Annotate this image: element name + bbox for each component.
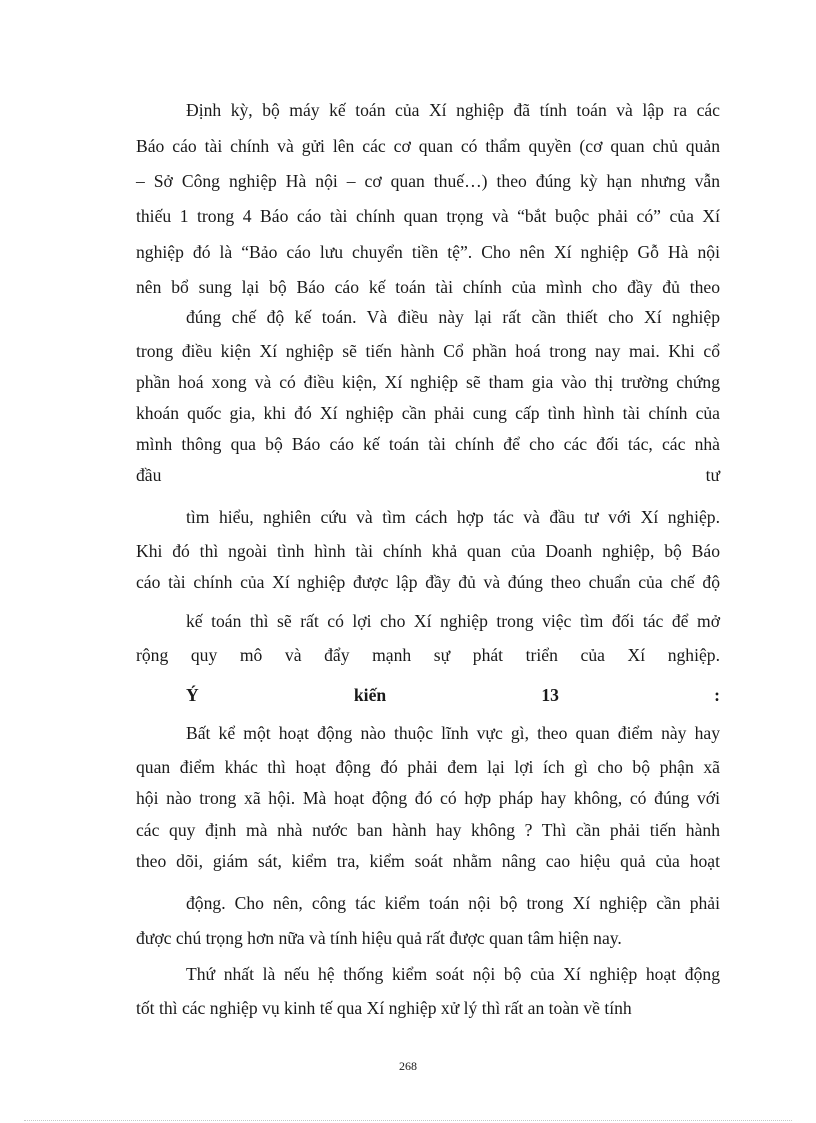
text-line: đầu tư <box>136 465 720 485</box>
text-line: được chú trọng hơn nữa và tính hiệu quả rất được quan tâm hiện nay. <box>136 928 622 948</box>
text-line: mình thông qua bộ Báo cáo kế toán tài chính để cho các đối tác, các nhà <box>136 434 720 454</box>
text-line: phần hoá xong và có điều kiện, Xí nghiệp sẽ tham gia vào thị trường chứng <box>136 372 720 392</box>
text-line: tìm hiểu, nghiên cứu và tìm cách hợp tác và đầu tư với Xí nghiệp. <box>186 507 720 527</box>
text-line: tốt thì các nghiệp vụ kinh tế qua Xí nghiệp xử lý thì rất an toàn về tính <box>136 998 632 1018</box>
text-line: theo dõi, giám sát, kiểm tra, kiểm soát nhằm nâng cao hiệu quả của hoạt <box>136 851 720 871</box>
text-line: thiếu 1 trong 4 Báo cáo tài chính quan trọng và “bắt buộc phải có” của Xí <box>136 206 720 226</box>
text-line: hội nào trong xã hội. Mà hoạt động đó có hợp pháp hay không, có đúng với <box>136 788 720 808</box>
text-line: trong điều kiện Xí nghiệp sẽ tiến hành Cổ phần hoá trong nay mai. Khi cổ <box>136 341 720 361</box>
page-number: 268 <box>399 1059 417 1073</box>
text-line: khoán quốc gia, khi đó Xí nghiệp cần phải cung cấp tình hình tài chính của <box>136 403 720 423</box>
text-line: nghiệp đó là “Bảo cáo lưu chuyển tiền tệ”. Cho nên Xí nghiệp Gỗ Hà nội <box>136 242 720 262</box>
text-line: Bất kể một hoạt động nào thuộc lĩnh vực gì, theo quan điểm này hay <box>186 723 720 743</box>
text-line: nên bổ sung lại bộ Báo cáo kế toán tài chính của mình cho đầy đủ theo <box>136 277 720 297</box>
text-line: Thứ nhất là nếu hệ thống kiểm soát nội bộ của Xí nghiệp hoạt động <box>186 964 720 984</box>
text-line: các quy định mà nhà nước ban hành hay không ? Thì cần phải tiến hành <box>136 820 720 840</box>
section-heading: Ý kiến 13 : <box>186 685 720 705</box>
text-line: – Sở Công nghiệp Hà nội – cơ quan thuế…) theo đúng kỳ hạn nhưng vẫn <box>136 171 720 191</box>
text-line: Khi đó thì ngoài tình hình tài chính khả quan của Doanh nghiệp, bộ Báo <box>136 541 720 561</box>
text-line: kế toán thì sẽ rất có lợi cho Xí nghiệp trong việc tìm đối tác để mở <box>186 611 720 631</box>
page-bottom-divider <box>24 1120 792 1121</box>
text-line: Định kỳ, bộ máy kế toán của Xí nghiệp đã tính toán và lập ra các <box>186 100 720 120</box>
text-line: đúng chế độ kế toán. Và điều này lại rất cần thiết cho Xí nghiệp <box>186 307 720 327</box>
text-line: rộng quy mô và đẩy mạnh sự phát triển của Xí nghiệp. <box>136 645 720 665</box>
text-line: Báo cáo tài chính và gửi lên các cơ quan có thẩm quyền (cơ quan chủ quản <box>136 136 720 156</box>
text-line: cáo tài chính của Xí nghiệp được lập đầy đủ và đúng theo chuẩn của chế độ <box>136 572 720 592</box>
text-line: động. Cho nên, công tác kiểm toán nội bộ trong Xí nghiệp cần phải <box>186 893 720 913</box>
text-line: quan điểm khác thì hoạt động đó phải đem lại lợi ích gì cho bộ phận xã <box>136 757 720 777</box>
